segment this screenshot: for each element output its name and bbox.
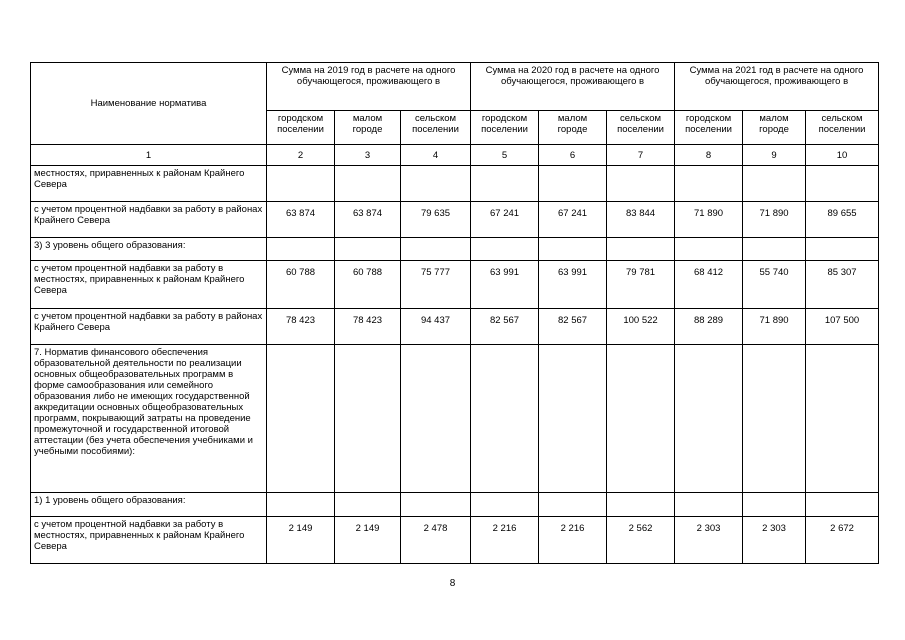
- row-value: [267, 238, 335, 261]
- table-row: [31, 261, 879, 309]
- header-name-col: Наименование норматива: [31, 63, 267, 145]
- row-value: 79 781: [607, 261, 675, 309]
- row-value: 85 307: [806, 261, 879, 309]
- row-value: 107 500: [806, 309, 879, 345]
- row-value: [267, 345, 335, 493]
- row-name: с учетом процентной надбавки за работу в местностях, приравненных к районам Крайнего Севера: [31, 261, 267, 309]
- row-name: местностях, приравненных к районам Крайнего Севера: [31, 166, 267, 202]
- row-value: [743, 345, 806, 493]
- table-row: [31, 345, 879, 493]
- page-number: 8: [449, 578, 456, 589]
- col-index: 3: [335, 145, 401, 166]
- header-group-2020: Сумма на 2020 год в расчете на одного обучающегося, проживающего в: [471, 63, 675, 111]
- row-name: 1) 1 уровень общего образования:: [31, 493, 267, 517]
- row-value: 71 890: [743, 309, 806, 345]
- table-row: [31, 517, 879, 564]
- row-value: [743, 166, 806, 202]
- col-index: 10: [806, 145, 879, 166]
- norm-table: [30, 62, 879, 564]
- subcol-rural-2021: сельском поселении: [806, 111, 879, 145]
- row-value: [539, 493, 607, 517]
- row-value: [335, 493, 401, 517]
- row-value: [401, 166, 471, 202]
- row-value: 100 522: [607, 309, 675, 345]
- row-name: 7. Норматив финансового обеспечения образовательной деятельности по реализации основных общеобразовательных программ в форме самообразования или семейного образования либо не имеющих государственной аккредитации основных общеобразовательных программ, покрывающий затраты на проведение промежуточной и государственной итоговой аттестации (без учета обеспечения учебниками и учебными пособиями):: [31, 345, 267, 493]
- header-group-2019: Сумма на 2019 год в расчете на одного обучающегося, проживающего в: [267, 63, 471, 111]
- column-index-row: [31, 145, 879, 166]
- col-index: 1: [31, 145, 267, 166]
- row-value: 2 216: [471, 517, 539, 564]
- row-value: [806, 493, 879, 517]
- row-value: [743, 238, 806, 261]
- header-row-groups: [31, 63, 879, 111]
- header-group-2021: Сумма на 2021 год в расчете на одного обучающегося, проживающего в: [675, 63, 879, 111]
- row-value: [267, 166, 335, 202]
- subcol-urban-2021: городском поселении: [675, 111, 743, 145]
- col-index: 7: [607, 145, 675, 166]
- row-value: [471, 166, 539, 202]
- subcol-urban-2019: городском поселении: [267, 111, 335, 145]
- subcol-rural-2019: сельском поселении: [401, 111, 471, 145]
- row-value: 78 423: [267, 309, 335, 345]
- row-value: 89 655: [806, 202, 879, 238]
- row-value: 63 874: [335, 202, 401, 238]
- row-value: [401, 345, 471, 493]
- table-row: [31, 493, 879, 517]
- row-value: 94 437: [401, 309, 471, 345]
- row-name: с учетом процентной надбавки за работу в местностях, приравненных к районам Крайнего Севера: [31, 517, 267, 564]
- col-index: 8: [675, 145, 743, 166]
- table-row: [31, 309, 879, 345]
- row-value: 63 874: [267, 202, 335, 238]
- row-name: 3) 3 уровень общего образования:: [31, 238, 267, 261]
- row-value: [471, 493, 539, 517]
- row-value: [607, 345, 675, 493]
- row-value: 55 740: [743, 261, 806, 309]
- row-value: 75 777: [401, 261, 471, 309]
- row-value: 82 567: [471, 309, 539, 345]
- row-value: [539, 238, 607, 261]
- row-value: 79 635: [401, 202, 471, 238]
- subcol-rural-2020: сельском поселении: [607, 111, 675, 145]
- row-value: [675, 345, 743, 493]
- table-row: [31, 238, 879, 261]
- row-value: 2 303: [675, 517, 743, 564]
- row-value: 60 788: [335, 261, 401, 309]
- row-value: 2 562: [607, 517, 675, 564]
- row-value: [675, 166, 743, 202]
- row-value: [539, 166, 607, 202]
- row-value: 2 672: [806, 517, 879, 564]
- row-value: 78 423: [335, 309, 401, 345]
- row-value: [607, 238, 675, 261]
- row-value: [401, 493, 471, 517]
- row-value: [806, 238, 879, 261]
- table-row: [31, 202, 879, 238]
- row-value: 2 149: [335, 517, 401, 564]
- row-value: 60 788: [267, 261, 335, 309]
- row-value: 71 890: [675, 202, 743, 238]
- row-value: [607, 493, 675, 517]
- row-value: 2 216: [539, 517, 607, 564]
- col-index: 4: [401, 145, 471, 166]
- row-value: 82 567: [539, 309, 607, 345]
- subcol-town-2020: малом городе: [539, 111, 607, 145]
- row-value: [539, 345, 607, 493]
- row-value: 83 844: [607, 202, 675, 238]
- row-value: [401, 238, 471, 261]
- row-value: 2 303: [743, 517, 806, 564]
- row-value: [806, 345, 879, 493]
- row-value: [335, 345, 401, 493]
- row-value: [675, 238, 743, 261]
- row-value: [335, 238, 401, 261]
- row-value: [267, 493, 335, 517]
- table-row: [31, 166, 879, 202]
- subcol-town-2019: малом городе: [335, 111, 401, 145]
- subcol-urban-2020: городском поселении: [471, 111, 539, 145]
- row-value: [607, 166, 675, 202]
- row-value: [675, 493, 743, 517]
- row-value: 63 991: [471, 261, 539, 309]
- row-value: 2 478: [401, 517, 471, 564]
- row-value: 67 241: [539, 202, 607, 238]
- col-index: 2: [267, 145, 335, 166]
- row-value: 63 991: [539, 261, 607, 309]
- row-value: [743, 493, 806, 517]
- row-value: 67 241: [471, 202, 539, 238]
- row-value: 88 289: [675, 309, 743, 345]
- row-value: [335, 166, 401, 202]
- row-value: 68 412: [675, 261, 743, 309]
- row-value: 71 890: [743, 202, 806, 238]
- col-index: 5: [471, 145, 539, 166]
- col-index: 6: [539, 145, 607, 166]
- row-value: [471, 345, 539, 493]
- row-value: 2 149: [267, 517, 335, 564]
- row-value: [806, 166, 879, 202]
- row-value: [471, 238, 539, 261]
- row-name: с учетом процентной надбавки за работу в районах Крайнего Севера: [31, 202, 267, 238]
- row-name: с учетом процентной надбавки за работу в районах Крайнего Севера: [31, 309, 267, 345]
- subcol-town-2021: малом городе: [743, 111, 806, 145]
- col-index: 9: [743, 145, 806, 166]
